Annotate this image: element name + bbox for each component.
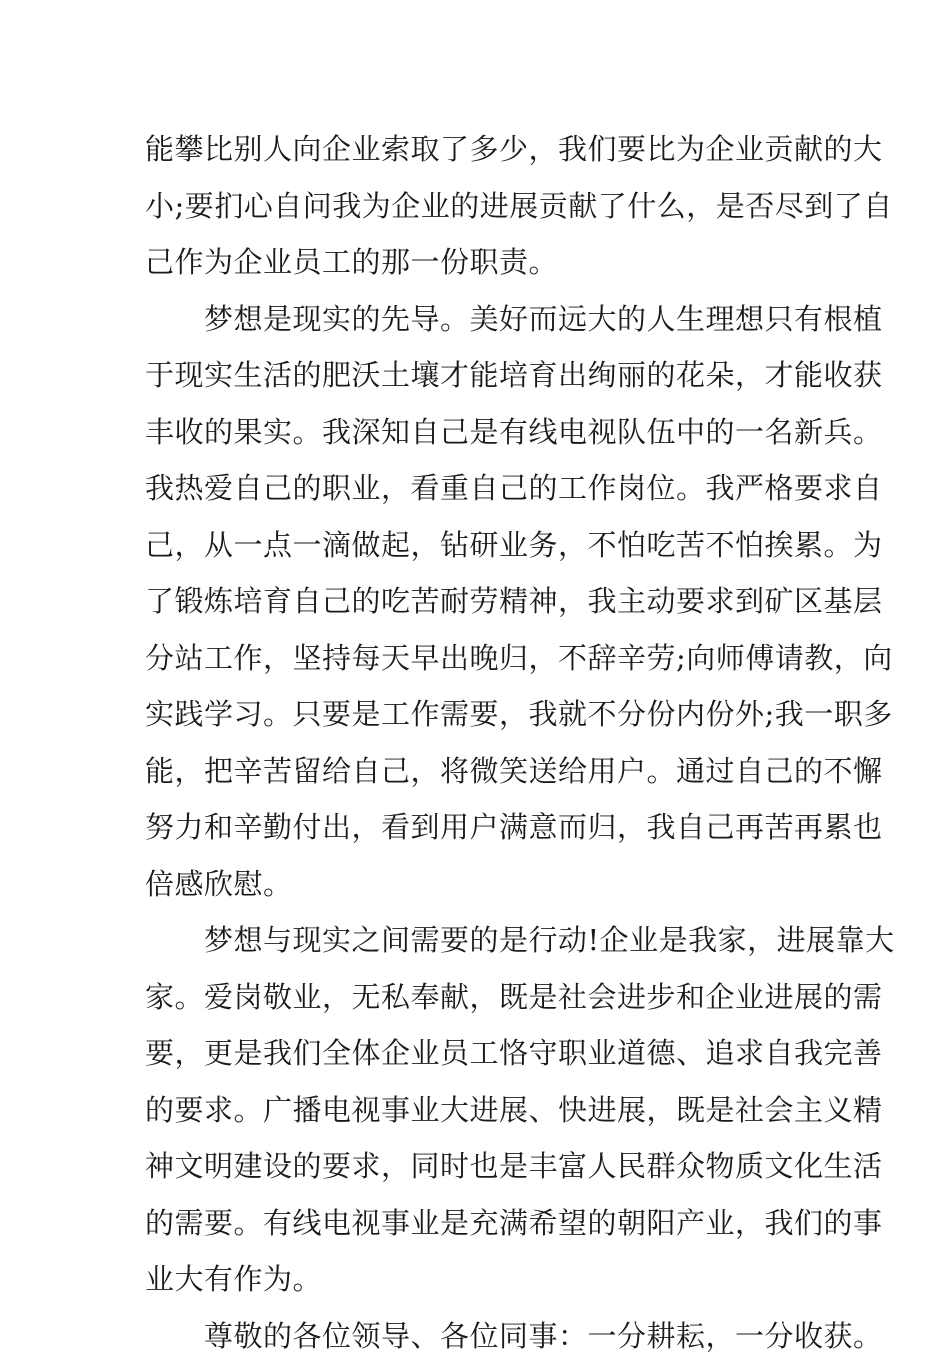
text-line: 实践学习。只要是工作需要，我就不分份内份外;我一职多 xyxy=(145,686,810,743)
text-line: 的需要。有线电视事业是充满希望的朝阳产业，我们的事 xyxy=(145,1195,810,1252)
text-line: 能攀比别人向企业索取了多少，我们要比为企业贡献的大 xyxy=(145,121,810,178)
text-line: 要，更是我们全体企业员工恪守职业道德、追求自我完善 xyxy=(145,1025,810,1082)
text-line: 己，从一点一滴做起，钻研业务，不怕吃苦不怕挨累。为 xyxy=(145,517,810,574)
text-line: 业大有作为。 xyxy=(145,1251,810,1308)
text-line: 于现实生活的肥沃土壤才能培育出绚丽的花朵，才能收获 xyxy=(145,347,810,404)
text-line: 了锻炼培育自己的吃苦耐劳精神，我主动要求到矿区基层 xyxy=(145,573,810,630)
paragraph xyxy=(145,291,810,913)
text-line: 能，把辛苦留给自己，将微笑送给用户。通过自己的不懈 xyxy=(145,743,810,800)
text-line: 神文明建设的要求，同时也是丰富人民群众物质文化生活 xyxy=(145,1138,810,1195)
text-line: 己作为企业员工的那一份职责。 xyxy=(145,234,810,291)
document-body xyxy=(145,121,810,1364)
text-line: 家。爱岗敬业，无私奉献，既是社会进步和企业进展的需 xyxy=(145,969,810,1026)
paragraph xyxy=(145,912,810,1308)
text-line: 的要求。广播电视事业大进展、快进展，既是社会主义精 xyxy=(145,1082,810,1139)
paragraph xyxy=(145,121,810,291)
text-line: 倍感欣慰。 xyxy=(145,856,810,913)
text-line: 梦想与现实之间需要的是行动!企业是我家，进展靠大 xyxy=(145,912,810,969)
text-line: 丰收的果实。我深知自己是有线电视队伍中的一名新兵。 xyxy=(145,404,810,461)
text-line: 尊敬的各位领导、各位同事：一分耕耘，一分收获。 xyxy=(145,1308,810,1364)
text-line: 梦想是现实的先导。美好而远大的人生理想只有根植 xyxy=(145,291,810,348)
text-line: 努力和辛勤付出，看到用户满意而归，我自己再苦再累也 xyxy=(145,799,810,856)
text-line: 小;要扪心自问我为企业的进展贡献了什么，是否尽到了自 xyxy=(145,178,810,235)
text-line: 分站工作，坚持每天早出晚归，不辞辛劳;向师傅请教，向 xyxy=(145,630,810,687)
paragraph xyxy=(145,1308,810,1364)
text-line: 我热爱自己的职业，看重自己的工作岗位。我严格要求自 xyxy=(145,460,810,517)
